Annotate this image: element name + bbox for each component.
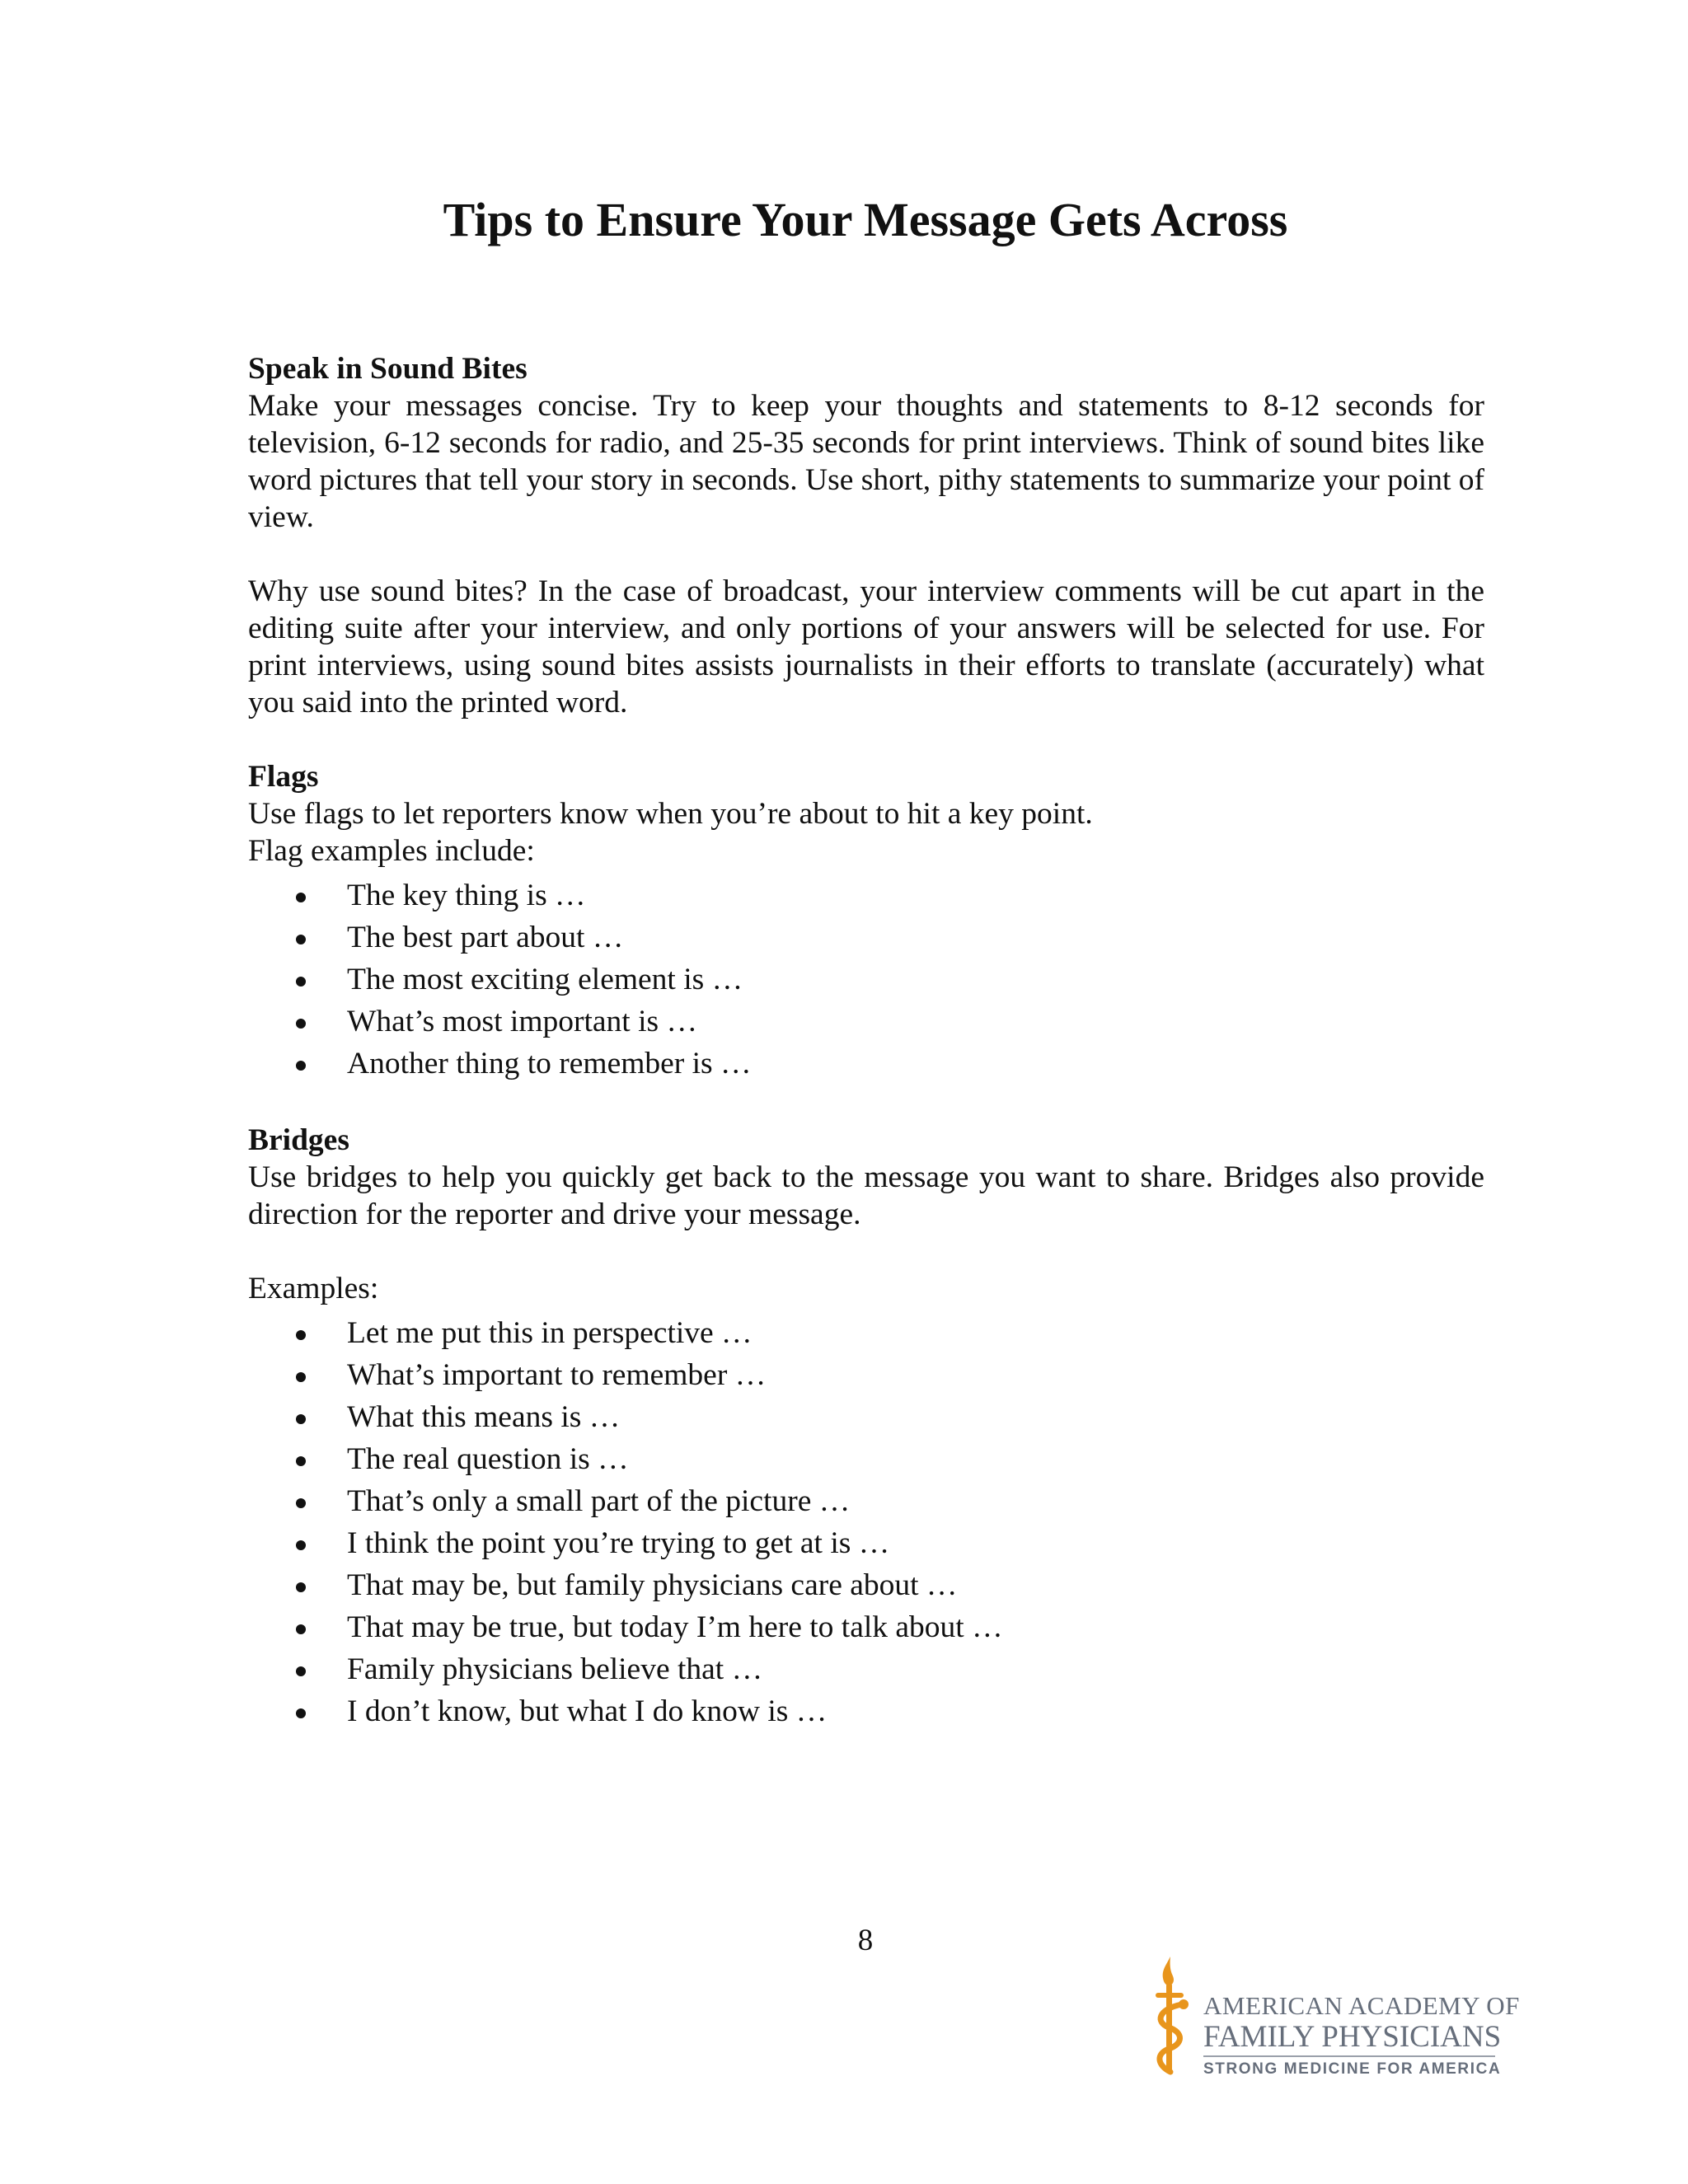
bullet-icon <box>296 1498 306 1508</box>
logo-tagline: STRONG MEDICINE FOR AMERICA <box>1203 2060 1502 2078</box>
list-item: That may be, but family physicians care about … <box>248 1564 1484 1606</box>
page-number: 8 <box>857 1924 874 1957</box>
list-item: That may be true, but today I’m here to talk about … <box>248 1606 1484 1648</box>
bullet-icon <box>296 1624 306 1634</box>
list-item: Let me put this in perspective … <box>248 1312 1484 1354</box>
document-body <box>248 350 1484 1732</box>
bullet-icon <box>296 935 306 944</box>
page-title: Tips to Ensure Your Message Gets Across <box>443 193 1288 246</box>
list-item: The key thing is … <box>248 874 1484 916</box>
list-item: What’s most important is … <box>248 1001 1484 1043</box>
list-item: Another thing to remember is … <box>248 1043 1484 1085</box>
bridges-paragraph: Use bridges to help you quickly get back to the message you want to share. Bridges also provide direction for the reporter and drive your message. <box>248 1160 1484 1231</box>
list-item: The most exciting element is … <box>248 958 1484 1001</box>
bullet-icon <box>296 1666 306 1676</box>
bullet-icon <box>296 1330 306 1340</box>
list-item: That’s only a small part of the picture … <box>248 1480 1484 1522</box>
section-bridges <box>248 1122 1484 1732</box>
section-heading-bridges: Bridges <box>248 1123 349 1157</box>
logo-divider <box>1203 2055 1495 2057</box>
list-item: The best part about … <box>248 916 1484 958</box>
sound-bites-paragraph-1: Make your messages concise. Try to keep your thoughts and statements to 8-12 seconds for television, 6-12 seconds for radio, and 25-35 seconds for print interviews. Think of sound bites like word pictures that tell your story in seconds. Use short, pithy statements to summarize your point of view. <box>248 389 1484 534</box>
bridges-examples-label: Examples: <box>248 1272 379 1305</box>
section-heading-sound-bites: Speak in Sound Bites <box>248 352 528 386</box>
list-item: What this means is … <box>248 1396 1484 1438</box>
flags-examples-label: Flag examples include: <box>248 834 535 868</box>
bullet-icon <box>296 1019 306 1029</box>
bullet-icon <box>296 1582 306 1592</box>
bullet-icon <box>296 1540 306 1550</box>
bullet-icon <box>296 1372 306 1382</box>
list-item: I don’t know, but what I do know is … <box>248 1690 1484 1732</box>
aafp-logo <box>1141 1955 1520 2085</box>
section-sound-bites <box>248 350 1484 721</box>
bullet-icon <box>296 1456 306 1466</box>
list-item: What’s important to remember … <box>248 1354 1484 1396</box>
list-item: I think the point you’re trying to get at is … <box>248 1522 1484 1564</box>
list-item: Family physicians believe that … <box>248 1648 1484 1690</box>
flags-list <box>248 874 1484 1085</box>
bullet-icon <box>296 1708 306 1718</box>
logo-line-1: AMERICAN ACADEMY OF <box>1203 1991 1520 2020</box>
sound-bites-paragraph-2: Why use sound bites? In the case of broadcast, your interview comments will be cut apart in the editing suite after your interview, and only portions of your answers will be selected for use. For print interviews, using sound bites assists journalists in their efforts to translate (accurately) what you said into the printed word. <box>248 574 1484 719</box>
bullet-icon <box>296 1414 306 1424</box>
logo-line-2: FAMILY PHYSICIANS <box>1203 2020 1502 2054</box>
list-item: The real question is … <box>248 1438 1484 1480</box>
bullet-icon <box>296 1061 306 1071</box>
bullet-icon <box>296 977 306 987</box>
bridges-list <box>248 1312 1484 1732</box>
section-flags <box>248 758 1484 1085</box>
caduceus-icon <box>1141 1955 1198 2085</box>
flags-intro: Use flags to let reporters know when you’re about to hit a key point. <box>248 797 1093 831</box>
section-heading-flags: Flags <box>248 760 319 794</box>
bullet-icon <box>296 893 306 902</box>
